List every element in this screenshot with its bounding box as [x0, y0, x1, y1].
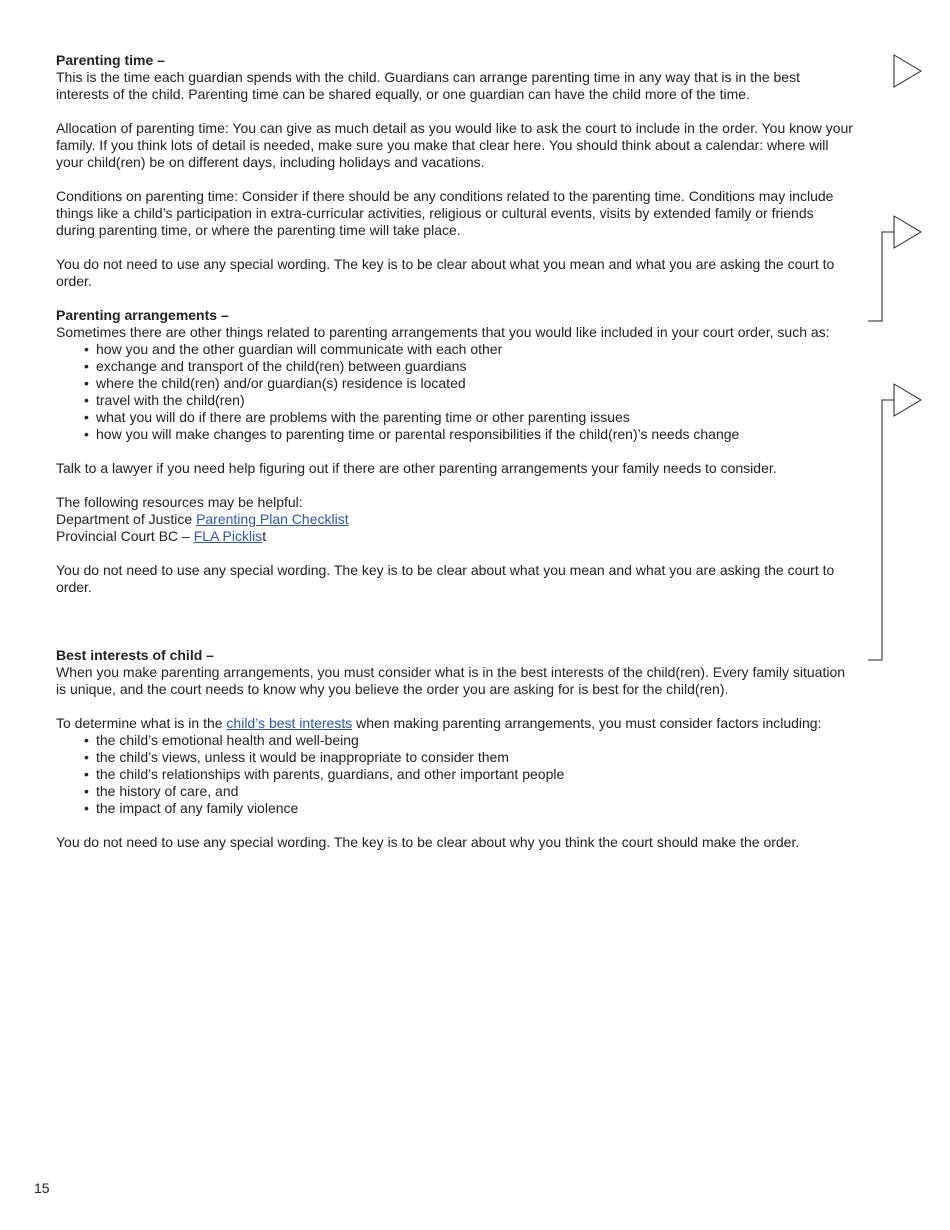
- resource-suffix: t: [262, 528, 267, 544]
- list-item: • the child’s emotional health and well-being: [96, 732, 856, 749]
- list-item: • the child’s views, unless it would be inappropriate to consider them: [96, 749, 856, 766]
- list-item: • the impact of any family violence: [96, 800, 856, 817]
- text-run: when making parenting arrangements, you must consider factors including:: [352, 715, 822, 731]
- field-pointer-arrow-1: [894, 55, 921, 87]
- text-run: To determine what is in the: [56, 715, 227, 731]
- paragraph: When you make parenting arrangements, you must consider what is in the best interests of the child(ren). Every family situation is unique, and the court needs to know why you believe the order you are asking for is best for the child(ren).: [56, 664, 846, 697]
- bullet-list: [56, 341, 856, 443]
- list-item: • the history of care, and: [96, 783, 856, 800]
- field-bracket-1: [868, 232, 894, 321]
- fla-picklist-link[interactable]: FLA Picklis: [193, 528, 263, 544]
- section-heading: Parenting arrangements –: [56, 307, 229, 323]
- paragraph: The following resources may be helpful:: [56, 494, 303, 510]
- list-item: • travel with the child(ren): [96, 392, 856, 409]
- list-item: • exchange and transport of the child(ren) between guardians: [96, 358, 856, 375]
- field-pointer-arrow-3: [894, 384, 921, 416]
- paragraph: Sometimes there are other things related to parenting arrangements that you would like included in your court order, such as:: [56, 324, 830, 340]
- field-pointer-arrow-2: [894, 216, 921, 248]
- section-heading: Best interests of child –: [56, 647, 214, 663]
- list-item: • how you will make changes to parenting time or parental responsibilities if the child(ren)’s needs change: [96, 426, 856, 443]
- page-content: [56, 52, 856, 851]
- paragraph: You do not need to use any special wording. The key is to be clear about what you mean and what you are asking the court to order.: [56, 256, 835, 289]
- paragraph: Conditions on parenting time: Consider if there should be any conditions related to the parenting time. Conditions may include things like a child’s participation in extra-curricular activities, religious or cultural events, visits by extended family or friends during parenting time, or where the parenting time will take place.: [56, 188, 834, 238]
- list-item: • how you and the other guardian will communicate with each other: [96, 341, 856, 358]
- parenting-plan-checklist-link[interactable]: Parenting Plan Checklist: [196, 511, 349, 527]
- best-interests-section: [56, 647, 856, 851]
- paragraph: Allocation of parenting time: You can give as much detail as you would like to ask the court to include in the order. You know your family. If you think lots of detail is needed, make sure you make that clear here. You should think about a calendar: where will your child(ren) be on different days, including holidays and vacations.: [56, 120, 853, 170]
- paragraph: You do not need to use any special wording. The key is to be clear about why you think the court should make the order.: [56, 834, 800, 850]
- field-bracket-2: [868, 400, 894, 660]
- list-item: • the child’s relationships with parents, guardians, and other important people: [96, 766, 856, 783]
- section-heading: Parenting time –: [56, 52, 165, 68]
- paragraph: This is the time each guardian spends with the child. Guardians can arrange parenting time in any way that is in the best interests of the child. Parenting time can be shared equally, or one guardian can have the child more of the time.: [56, 69, 800, 102]
- page-number: 15: [34, 1180, 50, 1196]
- resource-line: [56, 528, 856, 545]
- bullet-list: [56, 732, 856, 817]
- parenting-arrangements-section: [56, 307, 856, 596]
- resource-label: Department of Justice: [56, 511, 197, 527]
- field-pointer-markers: [860, 0, 950, 700]
- list-item: • what you will do if there are problems with the parenting time or other parenting issues: [96, 409, 856, 426]
- resource-label: Provincial Court BC –: [56, 528, 194, 544]
- parenting-time-section: [56, 52, 856, 290]
- paragraph: Talk to a lawyer if you need help figuring out if there are other parenting arrangements your family needs to consider.: [56, 460, 777, 476]
- list-item: • where the child(ren) and/or guardian(s) residence is located: [96, 375, 856, 392]
- childs-best-interests-link[interactable]: child’s best interests: [226, 715, 353, 731]
- resource-line: [56, 511, 856, 528]
- paragraph: You do not need to use any special wording. The key is to be clear about what you mean and what you are asking the court to order.: [56, 562, 835, 595]
- paragraph: [56, 715, 856, 732]
